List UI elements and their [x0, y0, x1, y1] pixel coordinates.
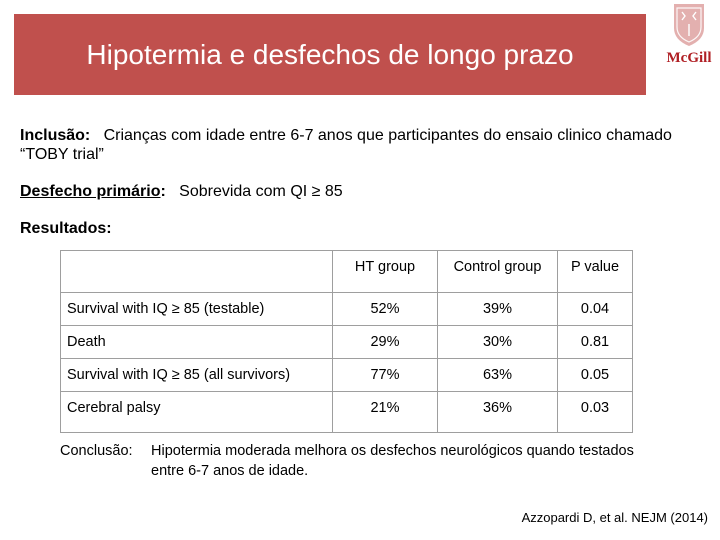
results-label: Resultados:: [20, 220, 112, 237]
reference-year: (2014): [670, 510, 708, 525]
inclusion-text: Crianças com idade entre 6-7 anos que participantes do ensaio clinico chamado “TOBY trial”: [20, 127, 672, 163]
reference: [522, 510, 708, 525]
primary-outcome-text: Sobrevida com QI ≥ 85: [179, 183, 343, 200]
ht-cell: 77%: [333, 359, 438, 392]
control-cell: 36%: [438, 392, 558, 433]
col-header-pvalue: P value: [558, 251, 633, 293]
control-cell: 30%: [438, 326, 558, 359]
results-table: [60, 250, 633, 433]
col-header-ht: HT group: [333, 251, 438, 293]
mcgill-logo: [660, 2, 718, 72]
reference-authors: Azzopardi D, et al.: [521, 510, 628, 525]
logo-wordmark: McGill: [666, 50, 712, 66]
outcome-cell: Survival with IQ ≥ 85 (testable): [61, 293, 333, 326]
inclusion-paragraph: Inclusão: Crianças com idade entre 6-7 anos que participantes do ensaio clinico chamado “TOBY trial”: [20, 127, 672, 163]
outcome-cell: Cerebral palsy: [61, 392, 333, 433]
primary-outcome-paragraph: Desfecho primário: Sobrevida com QI ≥ 85: [20, 183, 343, 200]
outcome-cell: Death: [61, 326, 333, 359]
control-cell: 39%: [438, 293, 558, 326]
conclusion-label: Conclusão:: [60, 443, 133, 459]
table-row: [61, 293, 633, 326]
pvalue-cell: 0.05: [558, 359, 633, 392]
col-header-control: Control group: [438, 251, 558, 293]
conclusion-text: Hipotermia moderada melhora os desfechos neurológicos quando testados entre 6-7 anos de idade.: [151, 443, 634, 479]
ht-cell: 52%: [333, 293, 438, 326]
pvalue-cell: 0.81: [558, 326, 633, 359]
ht-cell: 21%: [333, 392, 438, 433]
outcome-cell: Survival with IQ ≥ 85 (all survivors): [61, 359, 333, 392]
title-banner: [14, 14, 646, 95]
slide-title: Hipotermia e desfechos de longo prazo: [86, 38, 574, 70]
control-cell: 63%: [438, 359, 558, 392]
pvalue-cell: 0.04: [558, 293, 633, 326]
table-row: [61, 359, 633, 392]
reference-journal: NEJM: [631, 510, 667, 525]
ht-cell: 29%: [333, 326, 438, 359]
table-header-row: [61, 251, 633, 293]
table-row: [61, 392, 633, 433]
inclusion-label: Inclusão: [20, 127, 85, 144]
pvalue-cell: 0.03: [558, 392, 633, 433]
table-row: [61, 326, 633, 359]
primary-outcome-label: Desfecho primário: [20, 183, 161, 200]
